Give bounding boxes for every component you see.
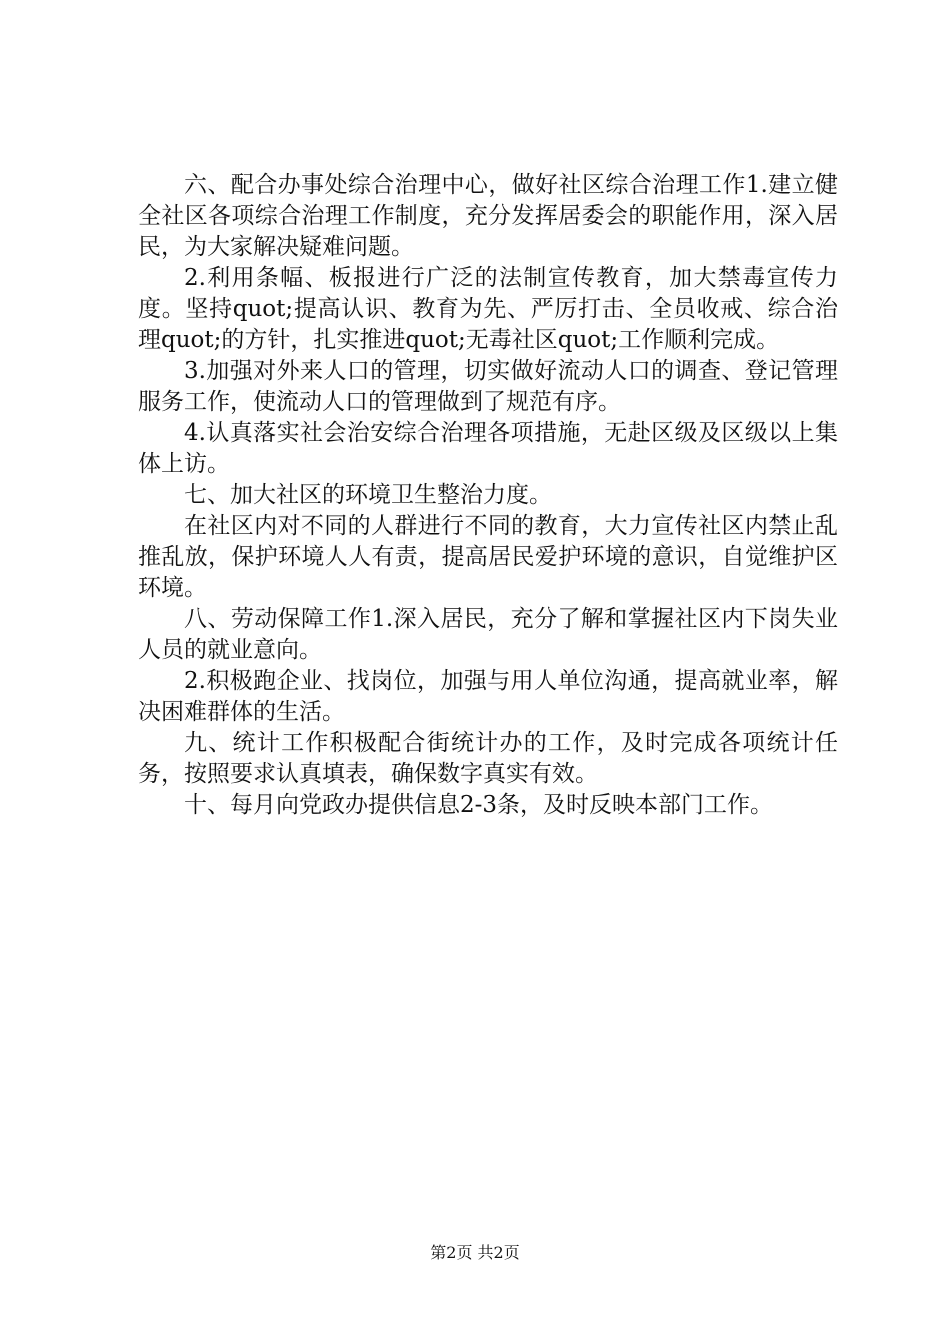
paragraph: 七、加大社区的环境卫生整治力度。 <box>184 482 552 508</box>
paragraph: 3.加强对外来人口的管理，切实做好流动人口的调查、登记管理服务工作，使流动人口的管理做到了规范有序。 <box>138 358 838 415</box>
page-number-footer: 第2页 共2页 <box>430 1243 520 1262</box>
paragraph: 2.积极跑企业、找岗位，加强与用人单位沟通，提高就业率，解决困难群体的生活。 <box>138 668 838 725</box>
paragraph: 六、配合办事处综合治理中心，做好社区综合治理工作1.建立健全社区各项综合治理工作制度，充分发挥居委会的职能作用，深入居民，为大家解决疑难问题。 <box>138 172 838 260</box>
paragraph: 九、统计工作积极配合街统计办的工作，及时完成各项统计任务，按照要求认真填表，确保数字真实有效。 <box>138 730 838 787</box>
document-body <box>138 170 838 821</box>
paragraph: 八、劳动保障工作1.深入居民，充分了解和掌握社区内下岗失业人员的就业意向。 <box>138 606 838 663</box>
paragraph: 十、每月向党政办提供信息2-3条，及时反映本部门工作。 <box>184 792 774 818</box>
paragraph: 在社区内对不同的人群进行不同的教育，大力宣传社区内禁止乱推乱放，保护环境人人有责，提高居民爱护环境的意识，自觉维护区环境。 <box>138 513 838 601</box>
paragraph: 4.认真落实社会治安综合治理各项措施，无赴区级及区级以上集体上访。 <box>138 420 838 477</box>
paragraph: 2.利用条幅、板报进行广泛的法制宣传教育，加大禁毒宣传力度。坚持quot;提高认识、教育为先、严厉打击、全员收戒、综合治理quot;的方针，扎实推进quot;无毒社区quot;工作顺利完成。 <box>138 265 838 353</box>
